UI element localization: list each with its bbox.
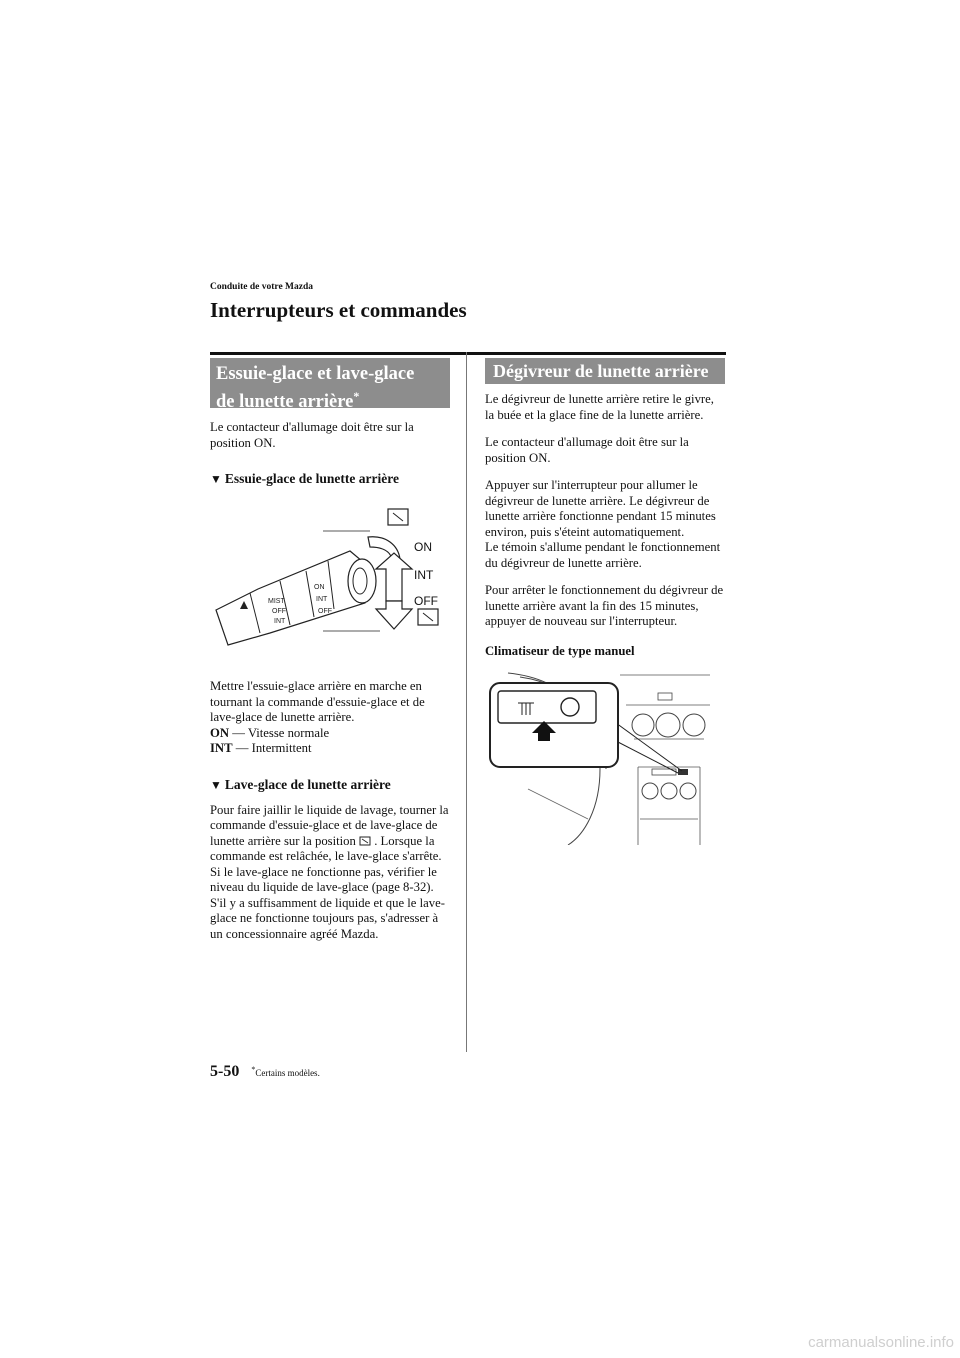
washer-symbol-icon (359, 836, 371, 846)
figure-label-on: ON (414, 540, 432, 554)
triangle-down-icon: ▼ (210, 777, 222, 792)
svg-text:OFF: OFF (272, 608, 286, 615)
wiper-lever-drawing (210, 505, 450, 661)
svg-text:OFF: OFF (318, 608, 332, 615)
wiper-operation-text: Mettre l'essuie-glace arrière en marche en tournant la commande d'essuie-glace et de lave-glace de lunette arrière. (210, 679, 425, 724)
definition-on: ON — Vitesse normale (210, 725, 330, 740)
svg-text:MIST: MIST (268, 598, 285, 605)
svg-text:ON: ON (314, 584, 325, 591)
svg-text:INT: INT (316, 596, 328, 603)
banner-line-1: Essuie-glace et lave-glace (216, 364, 415, 384)
defroster-indicator-text: Le témoin s'allume pendant le fonctionnement du dégivreur de lunette arrière. (485, 540, 721, 570)
page-title: Interrupteurs et commandes (210, 298, 467, 322)
footnote: *Certains modèles. (251, 1065, 320, 1078)
dashboard-drawing (488, 669, 710, 845)
dashboard-illustration (488, 669, 710, 845)
watermark: carmanualsonline.info (808, 1334, 954, 1351)
figure-label-int: INT (414, 568, 434, 582)
section-banner-rear-defroster: Dégivreur de lunette arrière (485, 358, 725, 384)
section-banner-rear-wiper (210, 358, 450, 413)
left-column (210, 358, 450, 942)
section-kicker: Conduite de votre Mazda (210, 282, 313, 292)
intro-text: Le contacteur d'allumage doit être sur la position ON. (210, 420, 414, 450)
subheading-rear-wiper: ▼ Essuie-glace de lunette arrière (210, 471, 399, 486)
subheading-rear-washer: ▼ Lave-glace de lunette arrière (210, 776, 391, 792)
washer-troubleshoot-text: Si le lave-glace ne fonctionne pas, vérifier le niveau du liquide de lave-glace (page 8-32). S'il y a suffisamment de liquide et que le lave-glace ne fonctionne toujours pas, s'adresser à un concessionnaire agréé Mazda. (210, 864, 445, 941)
asterisk-icon: * (251, 1065, 256, 1074)
right-column (485, 358, 725, 845)
defroster-operation-text: Appuyer sur l'interrupteur pour allumer le dégivreur de lunette arrière. Le dégivreur de lunette arrière fonctionne pendant 15 minutes environ, puis s'éteint automatiquement. (485, 478, 716, 539)
page-footer (210, 1063, 320, 1081)
page-number: 5-50 (210, 1063, 240, 1080)
defroster-stop-text: Pour arrêter le fonctionnement du dégivreur de lunette arrière avant la fin des 15 minutes, appuyer de nouveau sur l'interrupteur. (485, 583, 724, 628)
washer-operation-text: Pour faire jaillir le liquide de lavage, tourner la commande d'essuie-glace et de lave-glace de lunette arrière sur la position . Lorsque la commande est relâchée, le lave-glace s'arrête. (210, 802, 449, 863)
header-rule (210, 352, 726, 355)
asterisk-icon: * (353, 389, 360, 403)
banner-line-2: de lunette arrière* (216, 389, 360, 413)
triangle-down-icon: ▼ (210, 472, 222, 486)
page-header (210, 281, 726, 324)
column-divider (466, 352, 467, 1052)
figure-label-off: OFF (414, 594, 438, 608)
svg-text:INT: INT (274, 618, 286, 625)
definition-int: INT — Intermittent (210, 741, 312, 755)
defroster-intro-text: Le dégivreur de lunette arrière retire le givre, la buée et la glace fine de la lunette arrière. (485, 392, 714, 422)
figure-caption: Climatiseur de type manuel (485, 643, 635, 658)
defroster-ignition-text: Le contacteur d'allumage doit être sur la position ON. (485, 435, 689, 465)
wiper-lever-illustration (210, 505, 450, 661)
